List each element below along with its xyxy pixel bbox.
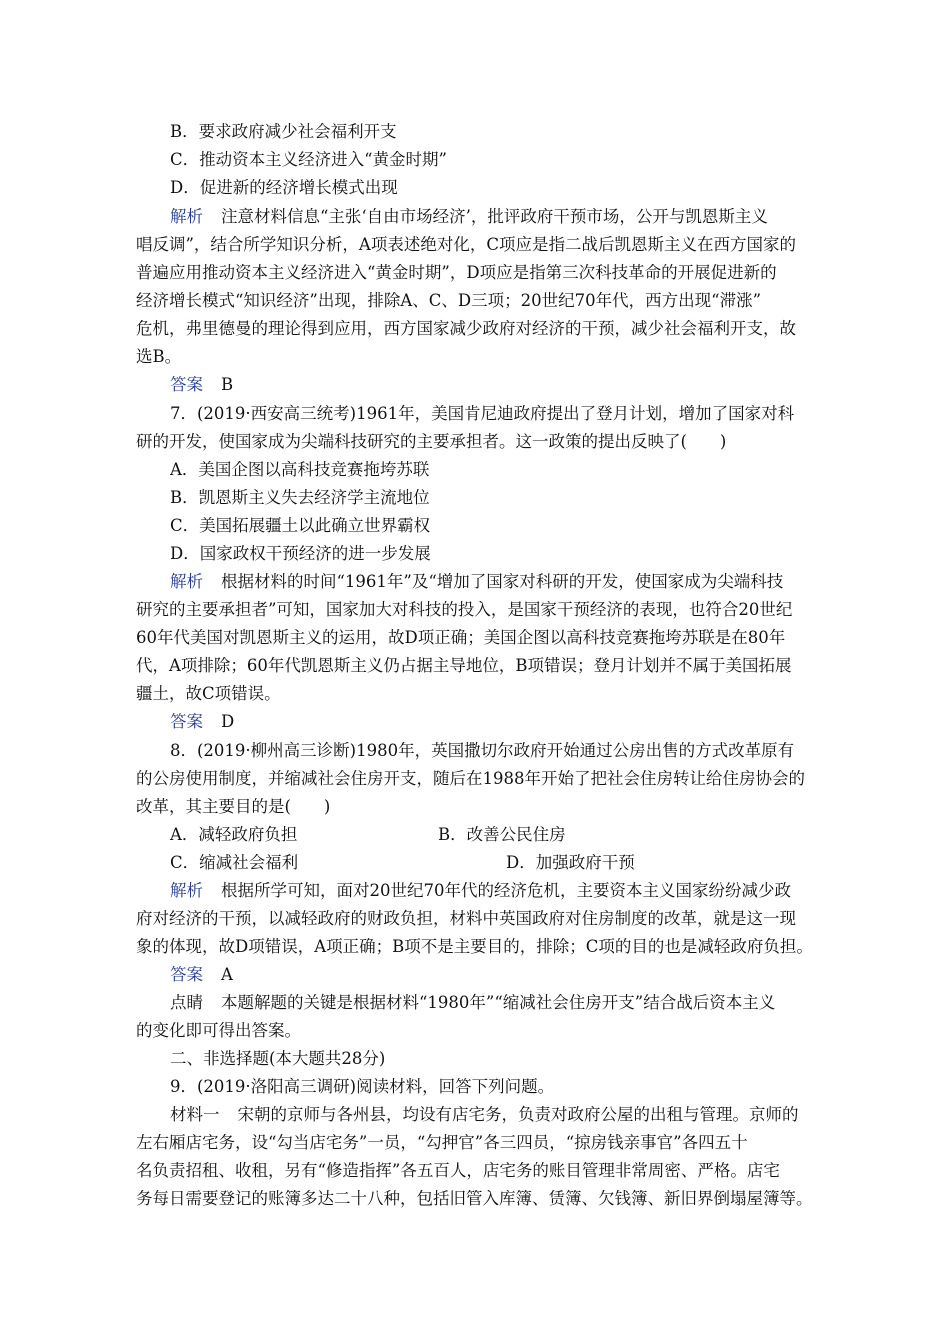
q6-analysis-line-4: 经济增长模式“知识经济”出现，排除A、C、D三项；20世纪70年代，西方出现“滞涨” — [136, 291, 762, 310]
q8-analysis-line-1: 解析 根据所学可知，面对20世纪70年代的经济危机，主要资本主义国家纷纷减少政 — [170, 881, 791, 900]
q9-material-line-2: 左右厢店宅务，设“勾当店宅务”一员，“勾押官”各三四员，“掠房钱亲事官”各四五十 — [136, 1133, 748, 1152]
q9-stem: 9．(2019·洛阳高三调研)阅读材料，回答下列问题。 — [170, 1077, 555, 1096]
q7-stem-line-1: 7．(2019·西安高三统考)1961年，美国肯尼迪政府提出了登月计划，增加了国家对科 — [170, 404, 795, 423]
q8-stem-line-2: 的公房使用制度，并缩减社会住房开支，随后在1988年开始了把社会住房转让给住房协会的 — [136, 769, 805, 788]
q7-option-a: A．美国企图以高科技竞赛拖垮苏联 — [170, 460, 430, 479]
q6-analysis-line-5: 危机，弗里德曼的理论得到应用，西方国家减少政府对经济的干预，减少社会福利开支，故 — [136, 319, 796, 338]
q8-option-d: D．加强政府干预 — [506, 853, 635, 872]
q7-analysis-line-2: 研究的主要承担者”可知，国家加大对科技的投入，是国家干预经济的表现，也符合20世纪 — [136, 600, 793, 619]
q8-tip-line-2: 的变化即可得出答案。 — [136, 1021, 301, 1040]
q7-option-d: D．国家政权干预经济的进一步发展 — [170, 544, 431, 563]
q8-stem-line-3: 改革，其主要目的是( ) — [136, 797, 331, 816]
q7-answer — [170, 711, 234, 733]
section-two-heading: 二、非选择题(本大题共28分) — [170, 1049, 386, 1068]
q9-material-label: 材料一 — [170, 1105, 220, 1124]
q6-analysis-line-2: 唱反调”，结合所学知识分析，A项表述绝对化，C项应是指二战后凯恩斯主义在西方国家的 — [136, 235, 796, 254]
q6-answer — [170, 374, 233, 396]
q7-stem-line-2: 研的开发，使国家成为尖端科技研究的主要承担者。这一政策的提出反映了( ) — [136, 432, 727, 451]
q8-answer — [170, 964, 233, 986]
q6-analysis-line-1: 解析 注意材料信息“主张‘自由市场经济’，批评政府干预市场，公开与凯恩斯主义 — [170, 207, 768, 226]
q8-answer-value: A — [221, 965, 233, 984]
q7-answer-label: 答案 — [170, 712, 203, 731]
q8-answer-label: 答案 — [170, 965, 203, 984]
q6-option-d: D．促进新的经济增长模式出现 — [170, 178, 398, 197]
q8-tip-line-1: 点睛 本题解题的关键是根据材料“1980年”“缩减社会住房开支”结合战后资本主义 — [170, 993, 776, 1012]
q8-option-c: C．缩减社会福利 — [170, 853, 299, 872]
q9-material-line-3: 名负责招租、收租，另有“修造指挥”各五百人，店宅务的账目管理非常周密、严格。店宅 — [136, 1161, 780, 1180]
q8-stem-line-1: 8．(2019·柳州高三诊断)1980年，英国撒切尔政府开始通过公房出售的方式改革原有 — [170, 741, 795, 760]
q6-answer-value: B — [221, 375, 234, 394]
q8-analysis-line-2: 府对经济的干预，以减轻政府的财政负担，材料中英国政府对住房制度的改革，就是这一现 — [136, 909, 796, 928]
q7-option-c: C．美国拓展疆土以此确立世界霸权 — [170, 516, 431, 535]
q6-option-c: C．推动资本主义经济进入“黄金时期” — [170, 150, 447, 169]
q6-analysis-line-6: 选B。 — [136, 347, 182, 366]
q7-analysis-line-5: 疆土，故C项错误。 — [136, 684, 281, 703]
q7-answer-value: D — [221, 712, 235, 731]
q6-option-b: B．要求政府减少社会福利开支 — [170, 122, 397, 141]
q7-analysis-line-1: 解析 根据材料的时间“1961年”及“增加了国家对科研的开发，使国家成为尖端科技 — [170, 572, 784, 591]
q8-analysis-label: 解析 — [170, 881, 203, 900]
q6-analysis-label: 解析 — [170, 207, 203, 226]
q7-analysis-label: 解析 — [170, 572, 203, 591]
q7-option-b: B．凯恩斯主义失去经济学主流地位 — [170, 488, 430, 507]
q9-material-line-1: 材料一 宋朝的京师与各州县，均设有店宅务，负责对政府公屋的出租与管理。京师的 — [170, 1105, 799, 1124]
q8-option-a: A．减轻政府负担 — [170, 825, 298, 844]
q6-answer-label: 答案 — [170, 375, 203, 394]
q7-analysis-line-4: 代，A项排除；60年代凯恩斯主义仍占据主导地位，B项错误；登月计划并不属于美国拓展 — [136, 656, 792, 675]
q9-material-line-4: 务每日需要登记的账簿多达二十八种，包括旧管入库簿、赁簿、欠钱簿、新旧界倒塌屋簿等。 — [136, 1189, 813, 1208]
q6-analysis-line-3: 普遍应用推动资本主义经济进入“黄金时期”，D项应是指第三次科技革命的开展促进新的 — [136, 263, 777, 282]
q8-option-b: B．改善公民住房 — [438, 825, 566, 844]
q7-analysis-line-3: 60年代美国对凯恩斯主义的运用，故D项正确；美国企图以高科技竞赛拖垮苏联是在80年 — [136, 628, 786, 647]
q8-tip-label: 点睛 — [170, 993, 203, 1012]
q8-analysis-line-3: 象的体现，故D项错误，A项正确；B项不是主要目的，排除；C项的目的也是减轻政府负担。 — [136, 937, 813, 956]
